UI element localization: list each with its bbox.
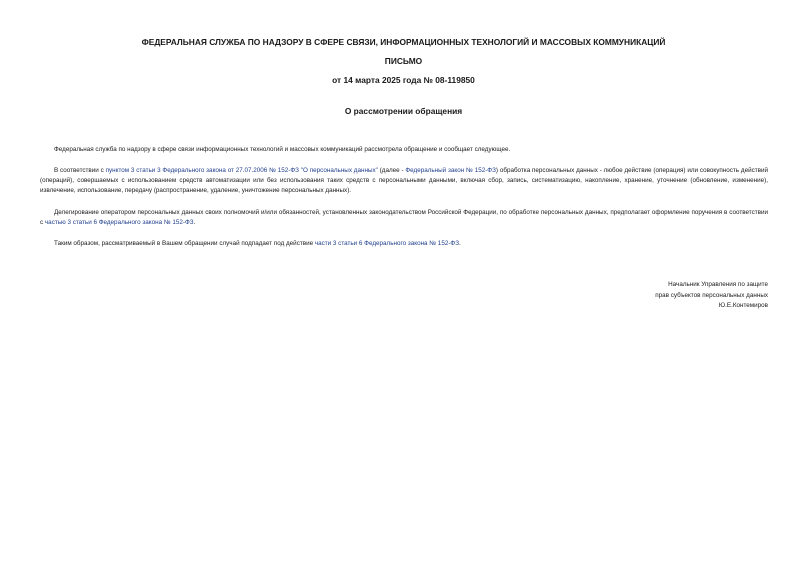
document-title: О рассмотрении обращения	[344, 106, 463, 116]
signature-block	[655, 280, 768, 312]
text-segment: .	[193, 219, 196, 226]
law-link-part3-article6-conclusion[interactable]: части 3 статьи 6 Федерального закона № 152-ФЗ	[314, 240, 460, 247]
paragraph-definition-text	[40, 166, 768, 196]
paragraph-conclusion-text	[40, 239, 768, 249]
paragraph-intro-text: Федеральная служба по надзору в сфере связи информационных технологий и массовых коммуникаций рассмотрела обращение и сообщает следующее.	[54, 146, 511, 153]
signature-name: Ю.Е.Контемиров	[718, 302, 768, 309]
text-segment: ) обработка персональных данных - любое действие (операция) или совокупность действий (операций), совершаемых с использованием средств автоматизации или без использования таких средств с персональными данными, включая сбор, запись, систематизацию, накопление, хранение, уточнение (обновление, изменение), извлечение, использование, передачу (распространение, удаление, уничтожение персональных данных).	[40, 167, 768, 194]
text-segment: Таким образом, рассматриваемый в Вашем обращении случай подпадает под действие	[54, 240, 315, 247]
text-segment: (далее -	[377, 167, 406, 174]
law-link-article-3[interactable]: пунктом 3 статьи 3 Федерального закона от 27.07.2006 № 152-ФЗ "О персональных данных"	[105, 167, 378, 174]
text-segment: Делегирование оператором персональных данных своих полномочий и/или обязанностей, установленных законодательством Российской Федерации, по обработке персональных данных, предполагает оформление поручения в соответствии с	[40, 209, 768, 226]
paragraph-intro	[40, 145, 768, 155]
signature-position-line1: Начальник Управления по защите	[668, 281, 768, 288]
text-segment: В соответствии с	[54, 167, 106, 174]
paragraph-delegation	[40, 208, 768, 228]
paragraph-delegation-text	[40, 208, 768, 228]
signature-position-line2: прав субъектов персональных данных	[655, 291, 768, 299]
document-date-number: от 14 марта 2025 года № 08-119850	[332, 75, 475, 85]
law-link-part3-article6[interactable]: частью 3 статьи 6 Федерального закона № 152-ФЗ	[44, 219, 194, 226]
paragraph-conclusion	[40, 239, 768, 249]
paragraph-definition	[40, 166, 768, 196]
law-link-152fz[interactable]: Федеральный закон № 152-ФЗ	[405, 167, 496, 174]
agency-name: ФЕДЕРАЛЬНАЯ СЛУЖБА ПО НАДЗОРУ В СФЕРЕ СВЯЗИ, ИНФОРМАЦИОННЫХ ТЕХНОЛОГИЙ И МАССОВЫХ КОММУНИКАЦИЙ	[141, 37, 666, 47]
document-type: ПИСЬМО	[384, 56, 423, 66]
text-segment: .	[459, 240, 461, 247]
